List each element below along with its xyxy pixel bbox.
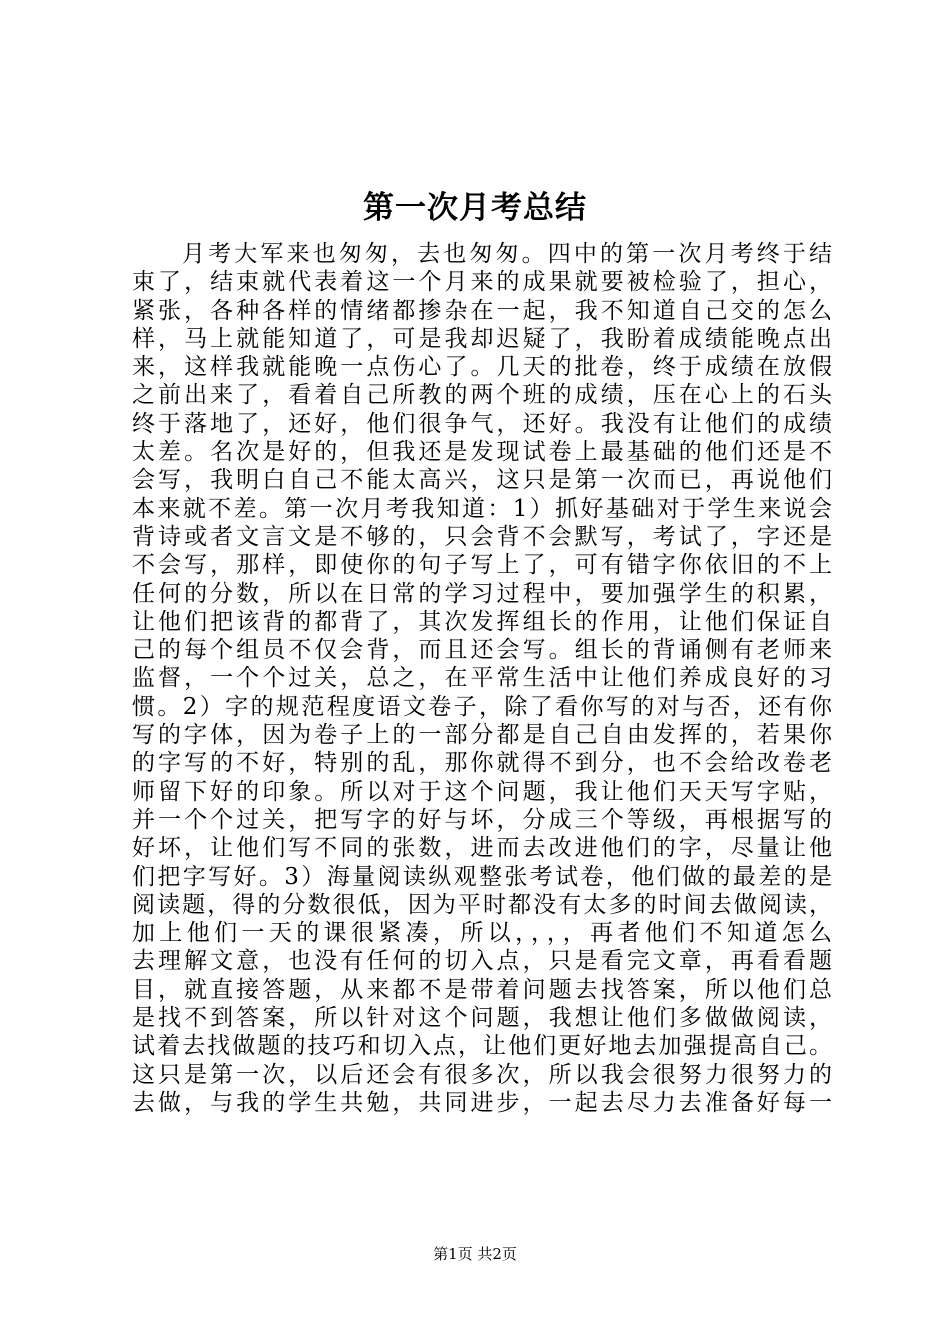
- paragraph-line: 并一个个过关，把写字的好与坏，分成三个等级，再根据写的: [132, 806, 832, 833]
- paragraph-line: 终于落地了，还好，他们很争气，还好。我没有让他们的成绩: [132, 410, 832, 437]
- paragraph-line: 去理解文意，也没有任何的切入点，只是看完文章，再看看题: [132, 948, 832, 975]
- paragraph-line: 会写，我明白自己不能太高兴，这只是第一次而已，再说他们: [132, 467, 832, 494]
- paragraph-line: 不会写，那样，即使你的句子写上了，可有错字你依旧的不上: [132, 552, 832, 579]
- paragraph-line: 是找不到答案，所以针对这个问题，我想让他们多做做阅读，: [132, 1005, 832, 1032]
- paragraph-line: 任何的分数，所以在日常的学习过程中，要加强学生的积累，: [132, 580, 832, 607]
- paragraph-line: 惯。2）字的规范程度语文卷子，除了看你写的对与否，还有你: [132, 693, 832, 720]
- paragraph-line: 去做，与我的学生共勉，共同进步，一起去尽力去准备好每一: [132, 1089, 832, 1116]
- paragraph-line: 之前出来了，看着自己所教的两个班的成绩，压在心上的石头: [132, 382, 832, 409]
- paragraph-line: 们把字写好。3）海量阅读纵观整张考试卷，他们做的最差的是: [132, 863, 832, 890]
- paragraph-line: 写的字体，因为卷子上的一部分都是自己自由发挥的，若果你: [132, 722, 832, 749]
- paragraph-line: 监督，一个个过关，总之，在平常生活中让他们养成良好的习: [132, 665, 832, 692]
- paragraph-line: 紧张，各种各样的情绪都掺杂在一起，我不知道自己交的怎么: [132, 297, 832, 324]
- paragraph-line: 好坏，让他们写不同的张数，进而去改进他们的字，尽量让他: [132, 835, 832, 862]
- paragraph-line: 师留下好的印象。所以对于这个问题，我让他们天天写字贴，: [132, 778, 832, 805]
- paragraph-line: 己的每个组员不仅会背，而且还会写。组长的背诵侧有老师来: [132, 637, 832, 664]
- document-body: [132, 240, 832, 1117]
- paragraph-line: 太差。名次是好的，但我还是发现试卷上最基础的他们还是不: [132, 439, 832, 466]
- paragraph-line: 的字写的不好，特别的乱，那你就得不到分，也不会给改卷老: [132, 750, 832, 777]
- paragraph-line: 目，就直接答题，从来都不是带着问题去找答案，所以他们总: [132, 976, 832, 1003]
- document-title: 第一次月考总结: [363, 190, 587, 226]
- paragraph-line: 加上他们一天的课很紧凑，所以，，，，再者他们不知道怎么: [132, 920, 832, 947]
- paragraph-line: 样，马上就能知道了，可是我却迟疑了，我盼着成绩能晚点出: [132, 325, 832, 352]
- paragraph-line: 本来就不差。第一次月考我知道：1）抓好基础对于学生来说会: [132, 495, 832, 522]
- paragraph-line: 背诗或者文言文是不够的，只会背不会默写，考试了，字还是: [132, 523, 832, 550]
- paragraph-line: 阅读题，得的分数很低，因为平时都没有太多的时间去做阅读，: [132, 891, 832, 918]
- paragraph-line: 来，这样我就能晚一点伤心了。几天的批卷，终于成绩在放假: [132, 354, 832, 381]
- paragraph-line: 让他们把该背的都背了，其次发挥组长的作用，让他们保证自: [132, 608, 832, 635]
- paragraph-line: 试着去找做题的技巧和切入点，让他们更好地去加强提高自己。: [132, 1033, 832, 1060]
- paragraph-line: 这只是第一次，以后还会有很多次，所以我会很努力很努力的: [132, 1061, 832, 1088]
- paragraph-line: 月考大军来也匆匆，去也匆匆。四中的第一次月考终于结: [182, 241, 832, 267]
- page-number: 第1页 共2页: [433, 1245, 517, 1263]
- paragraph-line: 束了，结束就代表着这一个月来的成果就要被检验了，担心，: [132, 269, 832, 296]
